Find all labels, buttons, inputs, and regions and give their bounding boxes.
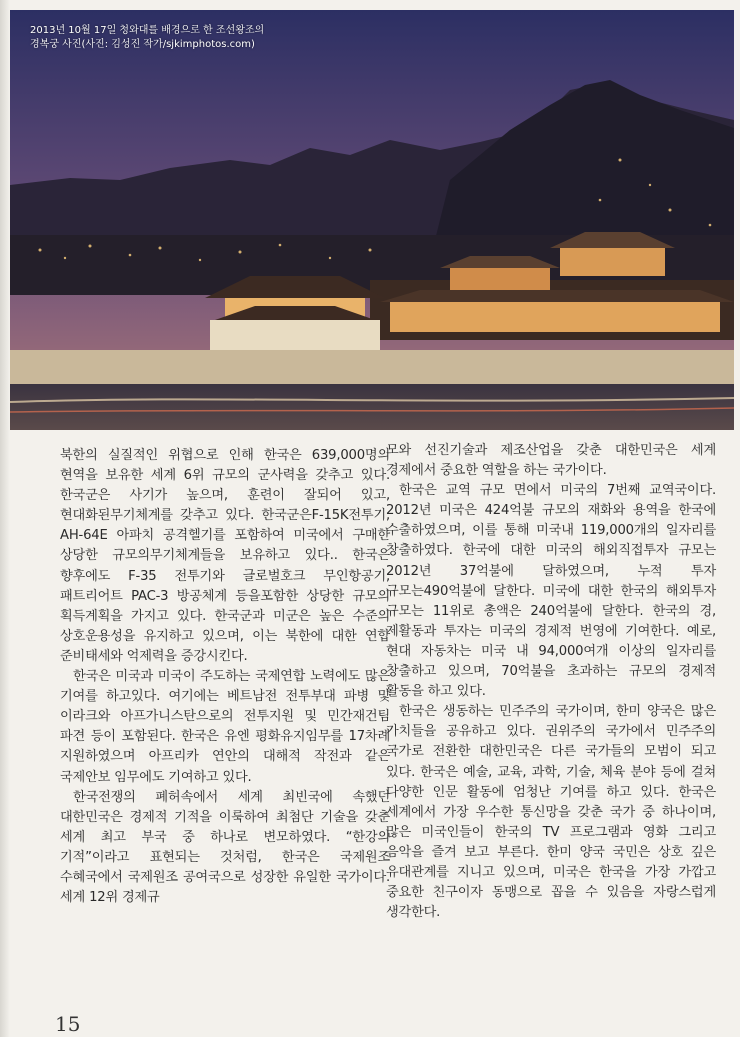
paragraph: 한국은 생동하는 민주주의 국가이며, 한미 양국은 많은 가치들을 공유하고 있다. 권위주의 국가에서 민주주의 국가로 전환한 대한민국은 다른 국가들의 모범이 되고 있다. 한국은 예술, 교육, 과학, 기술, 체육 분야 등에 걸쳐 다양한 인문 활동에 엄청난 기여를 하고 있다. 한국은 세계에서 가장 우수한 통신망을 갖춘 국가 중 하나이며, 많은 미국인들이 한국의 TV 프로그램과 영화 그리고 음악을 즐겨 보고 부른다. 한미 양국 국민은 상호 깊은 유대관계를 지니고 있으며, 미국은 한국을 가장 가깝고 중요한 친구이자 동맹으로 꼽을 수 있음을 자랑스럽게 생각한다. [386, 704, 716, 921]
photo-caption: 2013년 10월 17일 청와대를 배경으로 한 조선왕조의 경복궁 사진(사진: 김성진 작가/sjkimphotos.com) [30, 25, 265, 50]
palace-wall [10, 350, 734, 384]
road [10, 384, 734, 430]
page-number: 15 [55, 1012, 81, 1036]
paragraph: 한국은 교역 규모 면에서 미국의 7번째 교역국이다. 2012년 미국은 424억불 규모의 재화와 용역을 한국에 수출하였으며, 이를 통해 미국내 119,000개의 일자리를 창출하였다. 한국에 대한 미국의 해외직접투자 규모는 2012년 37억불에 달하였으며, 누적 투자 규모는490억불에 달한다. 미국에 대한 한국의 해외투자 규모는 11위로 총액은 240억불에 달한다. 한국의 경, 제활동과 투자는 미국의 경제적 번영에 기여한다. 예로, 현대 자동차는 미국 내 94,000여개 이상의 일자리를 창출하고 있으며, 70억불을 초과하는 규모의 경제적 활동을 하고 있다. [386, 483, 716, 700]
gyeongbokgung-photo [10, 10, 734, 430]
paragraph: 한국은 미국과 미국이 주도하는 국제연합 노력에도 많은 기여를 하고있다. 여기에는 베트남전 전투부대 파병 및 이라크와 아프가니스탄으로의 전투지원 및 민간재건팀 파견 등이 포함된다. 한국은 유엔 평화유지임무를 17차례 지원하였으며 아프리카 연안의 대해적 작전과 같은 국제안보 임무에도 기여하고 있다. [60, 669, 390, 785]
article-left-column [60, 446, 390, 908]
page-binding-edge [0, 0, 10, 1037]
paragraph: 한국전쟁의 폐허속에서 세계 최빈국에 속했던 대한민국은 경제적 기적을 이룩하여 최첨단 기술을 갖춘 세계 최고 부국 중 하나로 변모하였다. “한강의 기적”이라고 표현되는 것처럼, 한국은 국제원조 수혜국에서 국제원조 공여국으로 성장한 유일한 국가이다. 세계 12위 경제규 [60, 789, 390, 906]
palace-night-scene [10, 10, 734, 430]
article-right-column [386, 441, 716, 923]
paragraph: 모와 선진기술과 제조산업을 갖춘 대한민국은 세계 경제에서 중요한 역할을 하는 국가이다. [386, 443, 716, 479]
paragraph: 북한의 실질적인 위협으로 인해 한국은 639,000명의 현역을 보유한 세계 6위 규모의 군사력을 갖추고 있다. 한국군은 사기가 높으며, 훈련이 잘되어 있고, 현대화된무기체계를 갖추고 있다. 한국군은F-15K전투기, AH-64E 아파치 공격헬기를 포함하여 미국에서 구매한 상당한 규모의무기체계들을 보유하고 있다.. 한국은 향후에도 F-35 전투기와 글로벌호크 무인항공기, 패트리어트 PAC-3 방공체계 등을포함한 상당한 규모의 획득계획을 가지고 있다. 한국군과 미군은 높은 수준의 상호운용성을 유지하고 있으며, 이는 북한에 대한 연합 준비태세와 억제력을 증강시킨다. [60, 448, 390, 664]
